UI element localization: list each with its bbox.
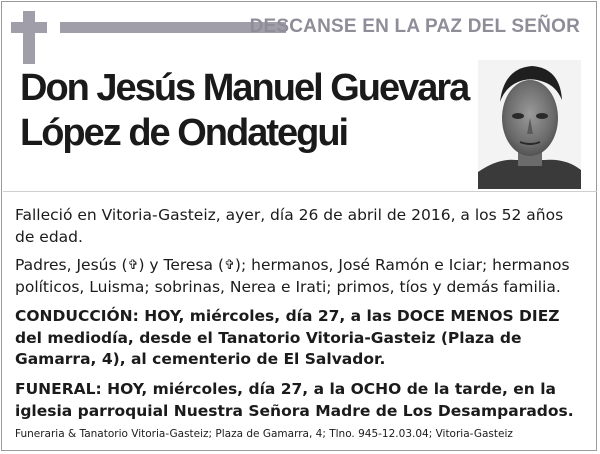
family-text-b: ) y Teresa ( [138,256,225,274]
deceased-name [20,66,468,156]
family-text-a: Padres, Jesús ( [15,256,128,274]
cross-icon [23,11,35,64]
cross-icon-bar [11,22,47,33]
deceased-name-line1: Don Jesús Manuel Guevara [20,67,469,109]
header-rule [3,191,597,192]
deceased-name-line2: López de Ondategui [20,112,348,154]
conduction-text: CONDUCCIÓN: HOY, miércoles, día 27, a las DOCE MENOS DIEZ del mediodía, desde el Tanatorio Vitoria-Gasteiz (Plaza de Gamarra, 4), al cementerio de El Salvador. [15,307,560,368]
family-text [15,255,580,298]
death-notice-text: Falleció en Vitoria-Gasteiz, ayer, día 26 de abril de 2016, a los 52 años de edad. [15,206,564,246]
cross-icon-small-2: ✞ [224,258,235,273]
cross-icon-small: ✞ [127,258,139,273]
funeral-home-footer: Funeraria & Tanatorio Vitoria-Gasteiz; Plaza de Gamarra, 4; Tlno. 945-12.03.04; Vitoria-Gasteiz [15,428,513,440]
portrait-photo [478,60,581,189]
header-title: DESCANSE EN LA PAZ DEL SEÑOR [249,16,580,37]
funeral-text: FUNERAL: HOY, miércoles, día 27, a la OCHO de la tarde, en la iglesia parroquial Nuestra Señora Madre de Los Desamparados. [15,380,574,420]
family-text-c: ); hermanos, José Ramón e Iciar; hermanos políticos, Luisma; sobrinas, Nerea e Irati; primos, tíos y demás familia. [15,256,570,296]
portrait-photo-icon [478,60,581,189]
